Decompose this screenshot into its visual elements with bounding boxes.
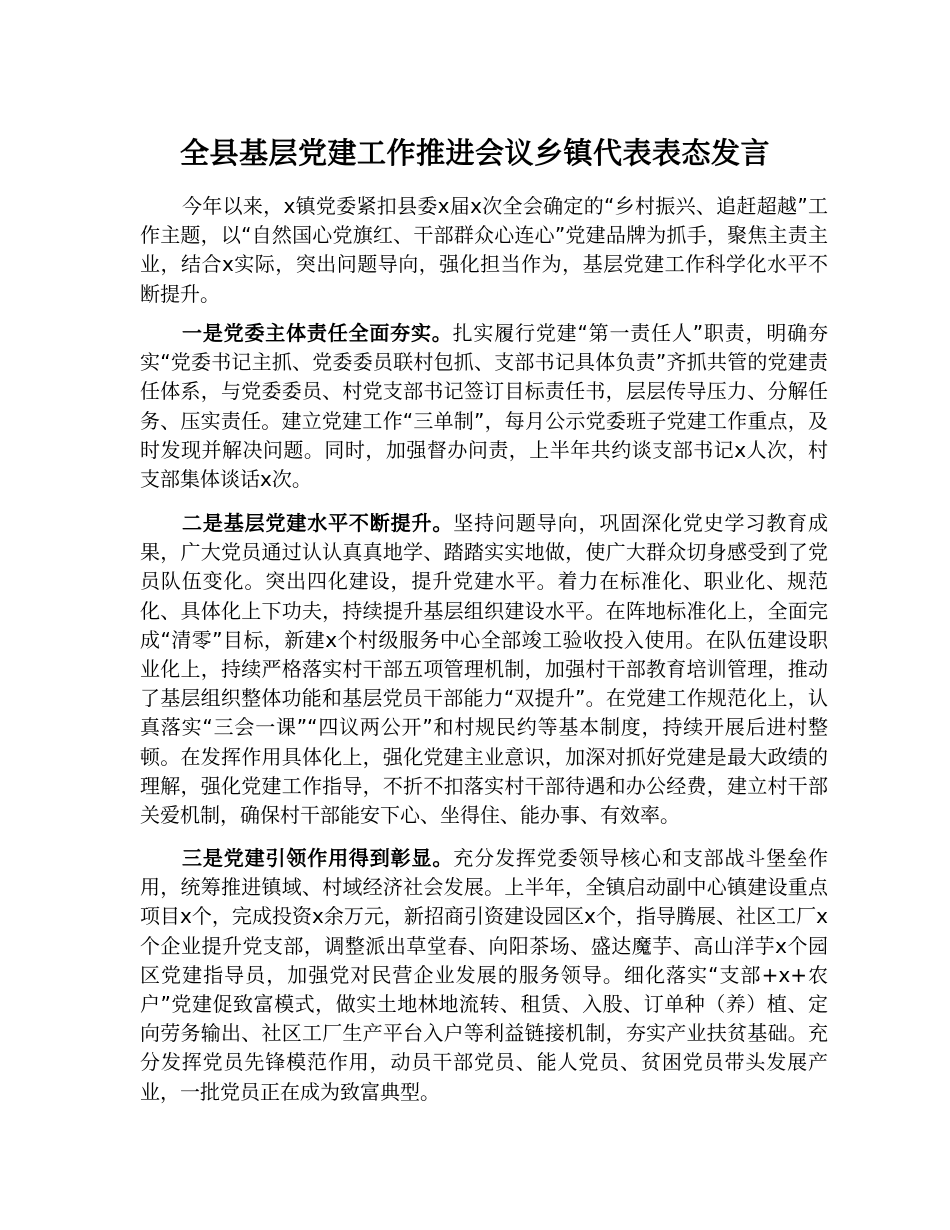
intro-paragraph: 今年以来，x镇党委紧扣县委x届x次全会确定的“乡村振兴、追赶超越”工作主题，以“自然国心党旗红、干部群众心连心”党建品牌为抓手，聚焦主责主业，结合x实际，突出问题导向，强化担当作为，基层党建工作科学化水平不断提升。 [140,194,828,306]
section-paragraph-1 [140,319,828,494]
document-title: 全县基层党建工作推进会议乡镇代表表态发言 [179,136,770,170]
section-heading-1: 一是党委主体责任全面夯实。 [182,321,453,345]
section-paragraph-3 [140,844,828,1107]
section-text-3: 充分发挥党委领导核心和支部战斗堡垒作用，统筹推进镇域、村域经济社会发展。上半年，全镇启动副中心镇建设重点项目x个，完成投资x余万元，新招商引资建设园区x个，指导腾展、社区工厂x个企业提升党支部，调整派出草堂春、向阳茶场、盛达魔芋、高山洋芋x个园区党建指导员，加强党对民营企业发展的服务领导。细化落实“支部+x+农户”党建促致富模式，做实土地林地流转、租赁、入股、订单种（养）植、定向劳务输出、社区工厂生产平台入户等利益链接机制，夯实产业扶贫基础。充分发挥党员先锋模范作用，动员干部党员、能人党员、贫困党员带头发展产业，一批党员正在成为致富典型。 [140,846,829,1104]
section-text-2: 坚持问题导向，巩固深化党史学习教育成果，广大党员通过认认真真地学、踏踏实实地做，使广大群众切身感受到了党员队伍变化。突出四化建设，提升党建水平。着力在标准化、职业化、规范化、具体化上下功夫，持续提升基层组织建设水平。在阵地标准化上，全面完成“清零”目标，新建x个村级服务中心全部竣工验收投入使用。在队伍建设职业化上，持续严格落实村干部五项管理机制，加强村干部教育培训管理，推动了基层组织整体功能和基层党员干部能力“双提升”。在党建工作规范化上，认真落实“三会一课”“四议两公开”和村规民约等基本制度，持续开展后进村整顿。在发挥作用具体化上，强化党建主业意识，加深对抓好党建是最大政绩的理解，强化党建工作指导，不折不扣落实村干部待遇和办公经费，建立村干部关爱机制，确保村干部能安下心、坐得住、能办事、有效率。 [140,511,829,828]
section-heading-2: 二是基层党建水平不断提升。 [182,511,454,535]
section-paragraph-2 [140,509,828,830]
section-heading-3: 三是党建引领作用得到彰显。 [182,846,454,870]
section-text-1: 扎实履行党建“第一责任人”职责，明确夯实“党委书记主抓、党委委员联村包抓、支部书记具体负责”齐抓共管的党建责任体系，与党委委员、村党支部书记签订目标责任书，层层传导压力、分解任务、压实责任。建立党建工作“三单制”，每月公示党委班子党建工作重点，及时发现并解决问题。同时，加强督办问责，上半年共约谈支部书记x人次，村支部集体谈话x次。 [140,321,829,492]
